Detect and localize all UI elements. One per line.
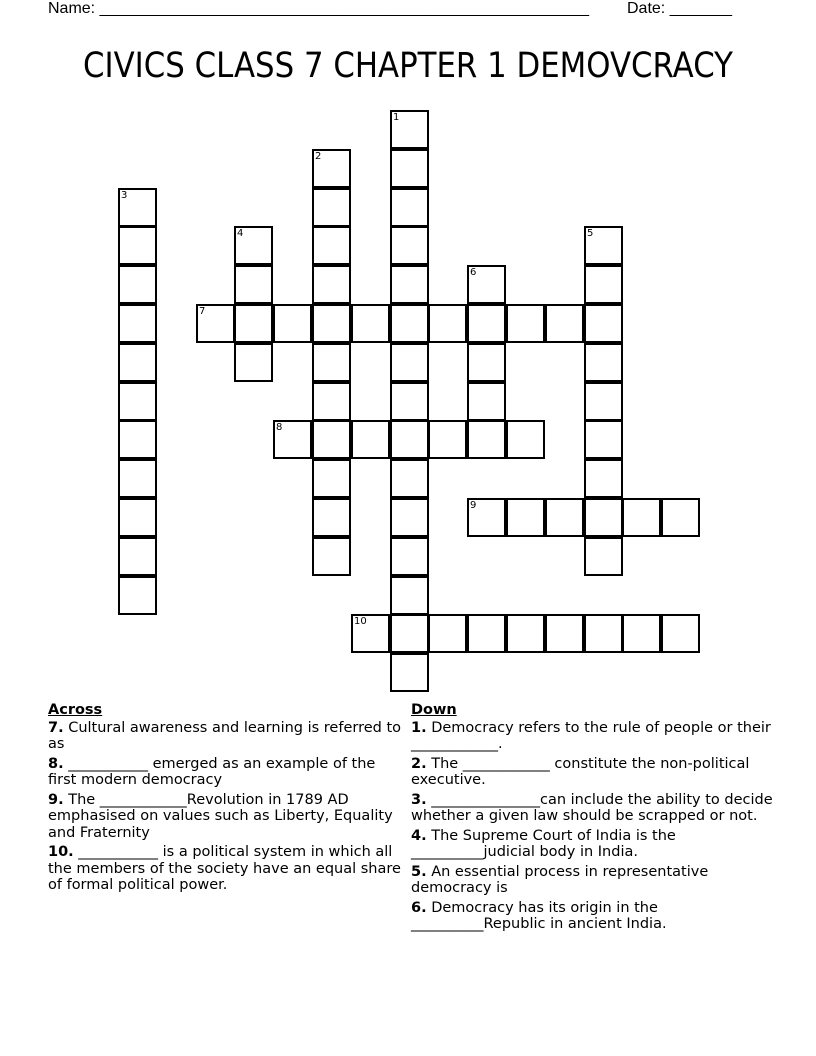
crossword-cell[interactable] xyxy=(506,498,545,537)
crossword-cell[interactable] xyxy=(351,614,390,653)
clue-number-label: 2 xyxy=(315,151,322,162)
crossword-cell[interactable] xyxy=(118,343,157,382)
crossword-cell[interactable] xyxy=(622,614,661,653)
down-clue-2 xyxy=(411,756,776,789)
crossword-cell[interactable] xyxy=(390,343,429,382)
down-clue-6 xyxy=(411,900,776,933)
clue-number: 3. xyxy=(411,791,427,808)
crossword-cell[interactable] xyxy=(312,459,351,498)
crossword-cell[interactable] xyxy=(545,304,584,343)
clue-text: _______________can include the ability to decide whether a given law should be scrapped or not. xyxy=(411,791,773,824)
clue-text: The ____________Revolution in 1789 AD emphasised on values such as Liberty, Equality and Fraternity xyxy=(48,791,393,841)
crossword-cell[interactable] xyxy=(390,149,429,188)
clue-number: 1. xyxy=(411,719,427,736)
crossword-cell[interactable] xyxy=(273,420,312,459)
crossword-cell[interactable] xyxy=(273,304,312,343)
crossword-cell[interactable] xyxy=(467,498,506,537)
clue-number: 4. xyxy=(411,827,427,844)
crossword-cell[interactable] xyxy=(467,382,506,421)
clue-number-label: 7 xyxy=(199,306,206,317)
crossword-cell[interactable] xyxy=(390,614,429,653)
crossword-cell[interactable] xyxy=(390,576,429,615)
crossword-cell[interactable] xyxy=(118,459,157,498)
crossword-cell[interactable] xyxy=(467,420,506,459)
clue-number: 10. xyxy=(48,844,74,860)
crossword-cell[interactable] xyxy=(584,420,623,459)
crossword-cell[interactable] xyxy=(584,304,623,343)
crossword-cell[interactable] xyxy=(390,382,429,421)
crossword-cell[interactable] xyxy=(390,188,429,227)
clue-number: 6. xyxy=(411,899,427,916)
crossword-cell[interactable] xyxy=(390,226,429,265)
crossword-cell[interactable] xyxy=(312,226,351,265)
crossword-cell[interactable] xyxy=(351,304,390,343)
clue-text: Cultural awareness and learning is referred to as xyxy=(48,719,402,752)
down-clue-3 xyxy=(411,792,776,825)
crossword-cell[interactable] xyxy=(390,653,429,692)
crossword-cell[interactable] xyxy=(234,226,273,265)
clue-number-label: 1 xyxy=(393,112,400,123)
down-clue-1 xyxy=(411,720,776,753)
crossword-cell[interactable] xyxy=(118,498,157,537)
crossword-cell[interactable] xyxy=(312,265,351,304)
crossword-cell[interactable] xyxy=(312,304,351,343)
across-clues xyxy=(48,702,403,897)
crossword-cell[interactable] xyxy=(661,498,700,537)
crossword-cell[interactable] xyxy=(428,420,467,459)
crossword-cell[interactable] xyxy=(312,498,351,537)
clue-text: Democracy has its origin in the __________Republic in ancient India. xyxy=(411,899,667,932)
page-title: CIVICS CLASS 7 CHAPTER 1 DEMOVCRACY xyxy=(83,46,733,86)
crossword-cell[interactable] xyxy=(312,382,351,421)
clue-number: 2. xyxy=(411,755,427,772)
crossword-cell[interactable] xyxy=(351,420,390,459)
crossword-cell[interactable] xyxy=(506,304,545,343)
crossword-cell[interactable] xyxy=(584,265,623,304)
crossword-cell[interactable] xyxy=(234,304,273,343)
clue-text: ___________ emerged as an example of the first modern democracy xyxy=(48,755,376,788)
crossword-cell[interactable] xyxy=(390,420,429,459)
clue-number-label: 8 xyxy=(276,422,283,433)
crossword-cell[interactable] xyxy=(467,304,506,343)
crossword-cell[interactable] xyxy=(118,576,157,615)
crossword-cell[interactable] xyxy=(545,614,584,653)
crossword-cell[interactable] xyxy=(467,265,506,304)
clue-number: 9. xyxy=(48,791,64,808)
across-clue-7 xyxy=(48,720,403,753)
clue-text: Democracy refers to the rule of people or their ____________. xyxy=(411,719,771,752)
clue-number: 7. xyxy=(48,719,64,736)
crossword-cell[interactable] xyxy=(118,537,157,576)
crossword-cell[interactable] xyxy=(312,537,351,576)
clue-number-label: 10 xyxy=(354,616,367,627)
crossword-cell[interactable] xyxy=(584,498,623,537)
down-heading: Down xyxy=(411,702,457,718)
crossword-cell[interactable] xyxy=(118,226,157,265)
crossword-cell[interactable] xyxy=(390,459,429,498)
crossword-cell[interactable] xyxy=(545,498,584,537)
clue-number: 5. xyxy=(411,863,427,880)
crossword-cell[interactable] xyxy=(312,188,351,227)
crossword-cell[interactable] xyxy=(584,614,623,653)
clue-text: An essential process in representative democracy is xyxy=(411,863,709,896)
crossword-cell[interactable] xyxy=(661,614,700,653)
crossword-cell[interactable] xyxy=(428,304,467,343)
crossword-cell[interactable] xyxy=(584,459,623,498)
crossword-cell[interactable] xyxy=(506,614,545,653)
crossword-cell[interactable] xyxy=(312,420,351,459)
across-heading: Across xyxy=(48,702,103,718)
name-field-label: Name: _______________________________________________________ xyxy=(48,0,589,17)
crossword-cell[interactable] xyxy=(390,304,429,343)
crossword-cell[interactable] xyxy=(622,498,661,537)
crossword-cell[interactable] xyxy=(584,226,623,265)
crossword-cell[interactable] xyxy=(312,343,351,382)
crossword-cell[interactable] xyxy=(428,614,467,653)
crossword-cell[interactable] xyxy=(118,382,157,421)
across-clue-10 xyxy=(48,844,403,894)
crossword-cell[interactable] xyxy=(390,265,429,304)
date-field-label: Date: _______ xyxy=(627,0,732,17)
clue-text: The Supreme Court of India is the __________judicial body in India. xyxy=(411,827,676,860)
crossword-cell[interactable] xyxy=(584,343,623,382)
clue-text: ___________ is a political system in which all the members of the society have an equal share of formal political power. xyxy=(48,844,401,893)
down-clue-4 xyxy=(411,828,776,861)
across-clue-9 xyxy=(48,792,403,842)
clue-text: The ____________ constitute the non-political executive. xyxy=(411,755,750,788)
clue-number-label: 3 xyxy=(121,190,128,201)
across-clue-8 xyxy=(48,756,403,789)
crossword-cell[interactable] xyxy=(118,265,157,304)
clue-number-label: 9 xyxy=(470,500,477,511)
crossword-cell[interactable] xyxy=(390,537,429,576)
crossword-cell[interactable] xyxy=(584,382,623,421)
clue-number-label: 6 xyxy=(470,267,477,278)
crossword-cell[interactable] xyxy=(467,343,506,382)
crossword-cell[interactable] xyxy=(118,188,157,227)
crossword-cell[interactable] xyxy=(467,614,506,653)
crossword-cell[interactable] xyxy=(390,110,429,149)
crossword-cell[interactable] xyxy=(584,537,623,576)
crossword-cell[interactable] xyxy=(118,304,157,343)
crossword-cell[interactable] xyxy=(390,498,429,537)
clue-number-label: 4 xyxy=(237,228,244,239)
crossword-cell[interactable] xyxy=(312,149,351,188)
crossword-cell[interactable] xyxy=(234,343,273,382)
down-clues xyxy=(411,702,776,936)
clue-number: 8. xyxy=(48,755,64,772)
crossword-cell[interactable] xyxy=(234,265,273,304)
crossword-cell[interactable] xyxy=(506,420,545,459)
clue-number-label: 5 xyxy=(587,228,594,239)
crossword-cell[interactable] xyxy=(118,420,157,459)
crossword-cell[interactable] xyxy=(196,304,235,343)
down-clue-5 xyxy=(411,864,776,897)
